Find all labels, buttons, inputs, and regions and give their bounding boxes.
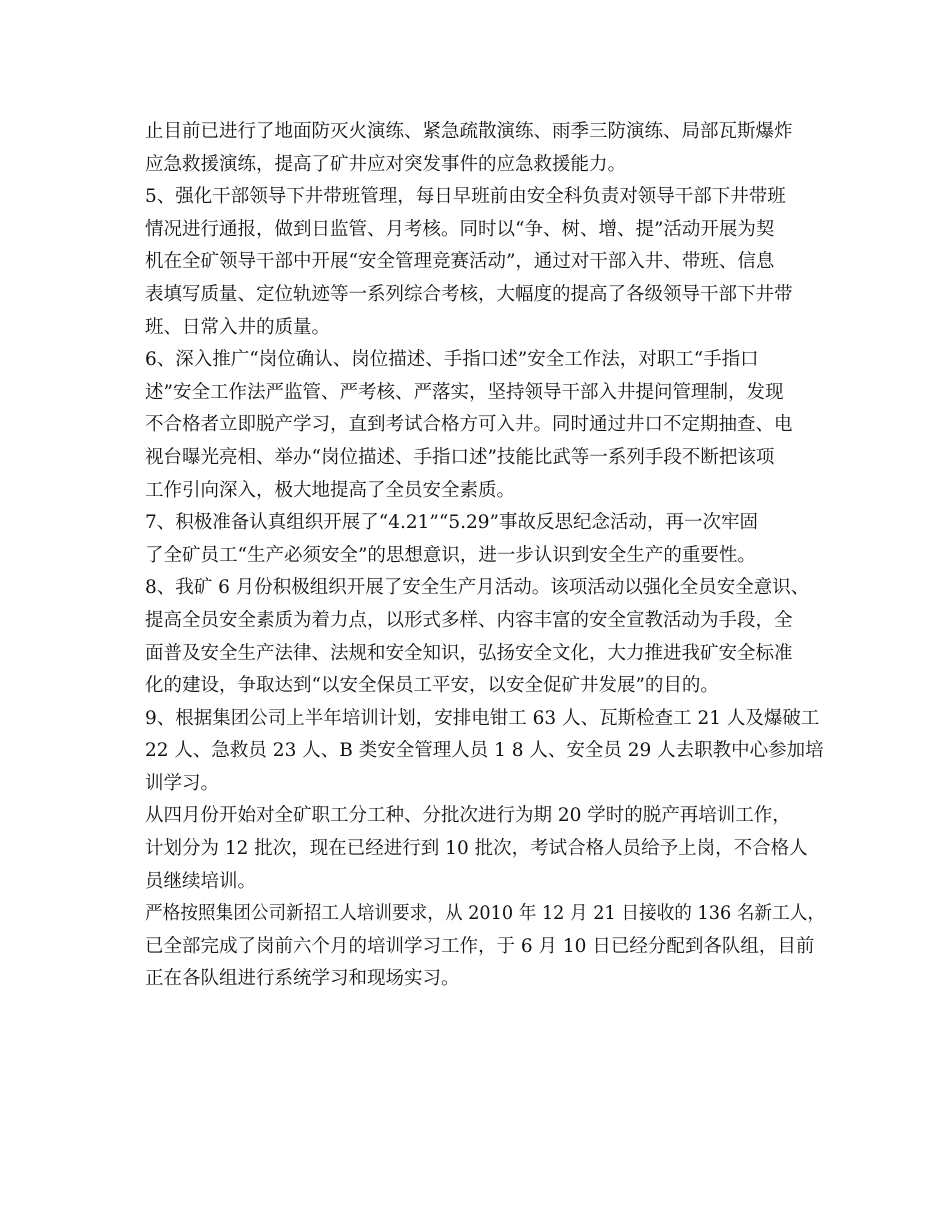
- text-line: 止目前已进行了地面防灭火演练、紧急疏散演练、雨季三防演练、局部瓦斯爆炸: [145, 121, 793, 142]
- text-line: 述”安全工作法严监管、严考核、严落实，坚持领导干部入井提问管理制，发现: [145, 381, 784, 403]
- text-line: 5、强化干部领导下井带班管理，每日早班前由安全科负责对领导干部下井带班: [145, 186, 786, 208]
- text-line: 9、根据集团公司上半年培训计划，安排电钳工 63 人、瓦斯检查工 21 人及爆破工: [145, 707, 820, 729]
- text-line: 化的建设，争取达到“以安全保员工平安，以安全促矿井发展”的目的。: [145, 675, 719, 697]
- text-line: 已全部完成了岗前六个月的培训学习工作，于 6 月 10 日已经分配到各队组，目前: [145, 935, 815, 957]
- text-line: 表填写质量、定位轨迹等一系列综合考核，大幅度的提高了各级领导干部下井带: [145, 283, 793, 305]
- text-line: 严格按照集团公司新招工人培训要求，从 2010 年 12 月 21 日接收的 136 名新工人，: [145, 903, 826, 925]
- text-line: 计划分为 12 批次，现在已经进行到 10 批次，考试合格人员给予上岗，不合格人: [145, 838, 808, 860]
- text-line: 应急救援演练，提高了矿井应对突发事件的应急救援能力。: [145, 153, 627, 175]
- document-body: [145, 116, 825, 996]
- text-line: 情况进行通报，做到日监管、月考核。同时以“争、树、增、提”活动开展为契: [145, 218, 775, 240]
- text-line: 机在全矿领导干部中开展“安全管理竞赛活动”，通过对干部入井、带班、信息: [145, 251, 775, 273]
- text-line: 8、我矿 6 月份积极组织开展了安全生产月活动。该项活动以强化全员安全意识、: [145, 577, 810, 599]
- text-line: 工作引向深入，极大地提高了全员安全素质。: [145, 479, 516, 501]
- text-line: 7、积极准备认真组织开展了“4.21”“5.29”事故反思纪念活动，再一次牢固: [145, 512, 758, 534]
- text-line: 训学习。: [145, 772, 220, 794]
- text-line: 班、日常入井的质量。: [145, 316, 331, 338]
- text-line: 从四月份开始对全矿职工分工种、分批次进行为期 20 学时的脱产再培训工作，: [145, 805, 791, 827]
- text-line: 不合格者立即脱产学习，直到考试合格方可入井。同时通过井口不定期抽查、电: [145, 414, 793, 436]
- text-line: 视台曝光亮相、举办“岗位描述、手指口述”技能比武等一系列手段不断把该项: [145, 446, 775, 468]
- text-line: 面普及安全生产法律、法规和安全知识，弘扬安全文化，大力推进我矿安全标准: [145, 642, 793, 664]
- text-line: 提高全员安全素质为着力点，以形式多样、内容丰富的安全宣教活动为手段，全: [145, 609, 793, 631]
- text-line: 员继续培训。: [145, 870, 257, 892]
- text-line: 6、深入推广“岗位确认、岗位描述、手指口述”安全工作法，对职工“手指口: [145, 349, 759, 371]
- text-line: 22 人、急救员 23 人、B 类安全管理人员 1 8 人、安全员 29 人去职教中心参加培: [145, 740, 824, 762]
- text-line: 正在各队组进行系统学习和现场实习。: [145, 968, 460, 990]
- text-line: 了全矿员工“生产必须安全”的思想意识，进一步认识到安全生产的重要性。: [145, 544, 756, 566]
